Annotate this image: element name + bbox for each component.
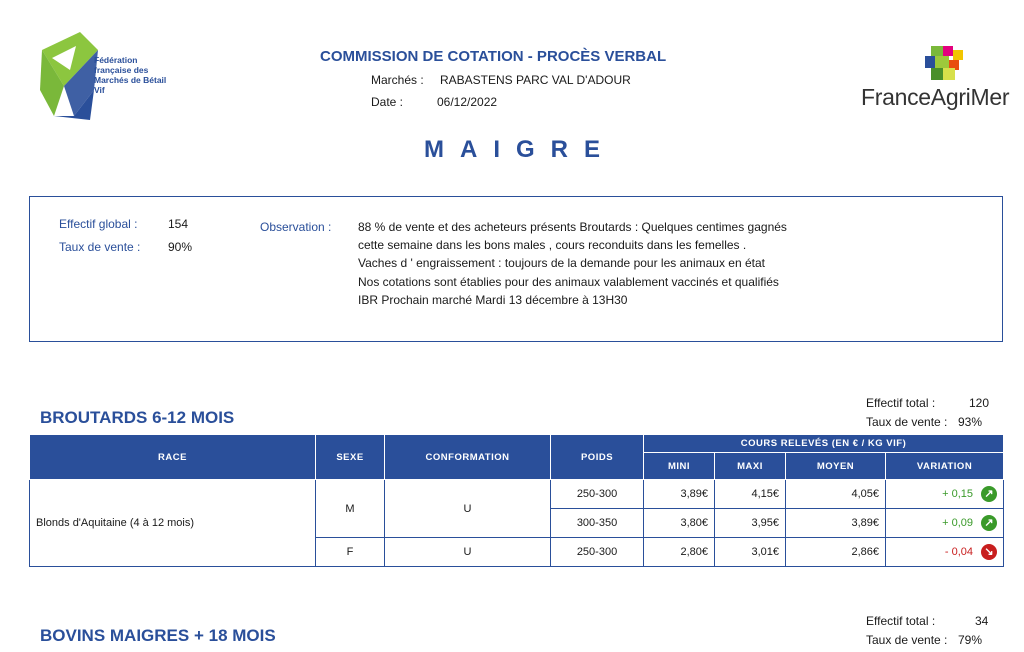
mini-cell: 3,80€: [644, 509, 715, 538]
header-race: RACE: [30, 435, 316, 480]
broutards-effectif-value: 120: [969, 396, 990, 410]
broutards-cotation-table: [29, 434, 1004, 567]
observation-label: Observation :: [260, 220, 332, 234]
effectif-global-value: 154: [168, 217, 189, 231]
header-maxi: MAXI: [715, 453, 786, 480]
ffm-logo-text: Fédération française des Marchés de Bétail Vif: [94, 55, 167, 95]
poids-cell: 300-350: [551, 509, 644, 538]
date-value: 06/12/2022: [437, 95, 498, 109]
variation-value: + 0,15: [942, 488, 974, 500]
sexe-cell: F: [316, 538, 385, 567]
variation-cell: [886, 538, 1004, 567]
variation-value: + 0,09: [942, 517, 974, 529]
franceagrimer-logo-text: FranceAgriMer: [861, 84, 1010, 110]
broutards-taux-value: 93%: [958, 415, 983, 429]
broutards-effectif-label: Effectif total :: [866, 396, 936, 410]
bovins-taux-value: 79%: [958, 633, 983, 647]
race-cell: Blonds d'Aquitaine (4 à 12 mois): [30, 480, 316, 567]
bovins-effectif-label: Effectif total :: [866, 614, 936, 628]
maxi-cell: 3,95€: [715, 509, 786, 538]
moyen-cell: 4,05€: [786, 480, 886, 509]
market-label: Marchés :: [371, 73, 424, 87]
market-value: RABASTENS PARC VAL D'ADOUR: [440, 73, 631, 87]
table-row: [30, 480, 1004, 509]
poids-cell: 250-300: [551, 480, 644, 509]
sexe-cell: M: [316, 480, 385, 538]
arrow-up-right-icon: ↗: [981, 515, 997, 531]
header-moyen: MOYEN: [786, 453, 886, 480]
bovins-taux-label: Taux de vente :: [866, 633, 948, 647]
maxi-cell: 4,15€: [715, 480, 786, 509]
header-poids: POIDS: [551, 435, 644, 480]
variation-cell: [886, 509, 1004, 538]
variation-cell: [886, 480, 1004, 509]
section-main-title: MAIGRE: [424, 136, 616, 163]
header-sexe: SEXE: [316, 435, 385, 480]
poids-cell: 250-300: [551, 538, 644, 567]
taux-vente-label: Taux de vente :: [59, 240, 141, 254]
arrow-down-right-icon: ↘: [981, 544, 997, 560]
moyen-cell: 2,86€: [786, 538, 886, 567]
conformation-cell: U: [385, 480, 551, 538]
header-conformation: CONFORMATION: [385, 435, 551, 480]
broutards-section-title: BROUTARDS 6-12 MOIS: [40, 408, 235, 427]
bovins-effectif-value: 34: [975, 614, 989, 628]
effectif-global-label: Effectif global :: [59, 217, 138, 231]
header-mini: MINI: [644, 453, 715, 480]
mini-cell: 2,80€: [644, 538, 715, 567]
maxi-cell: 3,01€: [715, 538, 786, 567]
bovins-section-title: BOVINS MAIGRES + 18 MOIS: [40, 626, 276, 645]
observation-text: 88 % de vente et des acheteurs présents Broutards : Quelques centimes gagnés cette semaine dans les bons males , cours reconduits dans les femelles . Vaches d ' engraissement : toujours de la demande pour les animaux en état Nos cotations sont établies pour des animaux valablement vaccinés et qualifiés IBR Prochain marché Mardi 13 décembre à 13H30: [358, 220, 787, 307]
moyen-cell: 3,89€: [786, 509, 886, 538]
conformation-cell: U: [385, 538, 551, 567]
variation-value: - 0,04: [944, 546, 974, 558]
header-cours-releves: COURS RELEVÉS (EN € / KG VIF): [644, 435, 1004, 453]
header-variation: VARIATION: [886, 453, 1004, 480]
broutards-taux-label: Taux de vente :: [866, 415, 948, 429]
taux-vente-value: 90%: [168, 240, 193, 254]
mini-cell: 3,89€: [644, 480, 715, 509]
franceagrimer-logo: [925, 46, 967, 82]
page-header-title: COMMISSION DE COTATION - PROCÈS VERBAL: [320, 48, 667, 65]
date-label: Date :: [371, 95, 404, 109]
arrow-up-right-icon: ↗: [981, 486, 997, 502]
